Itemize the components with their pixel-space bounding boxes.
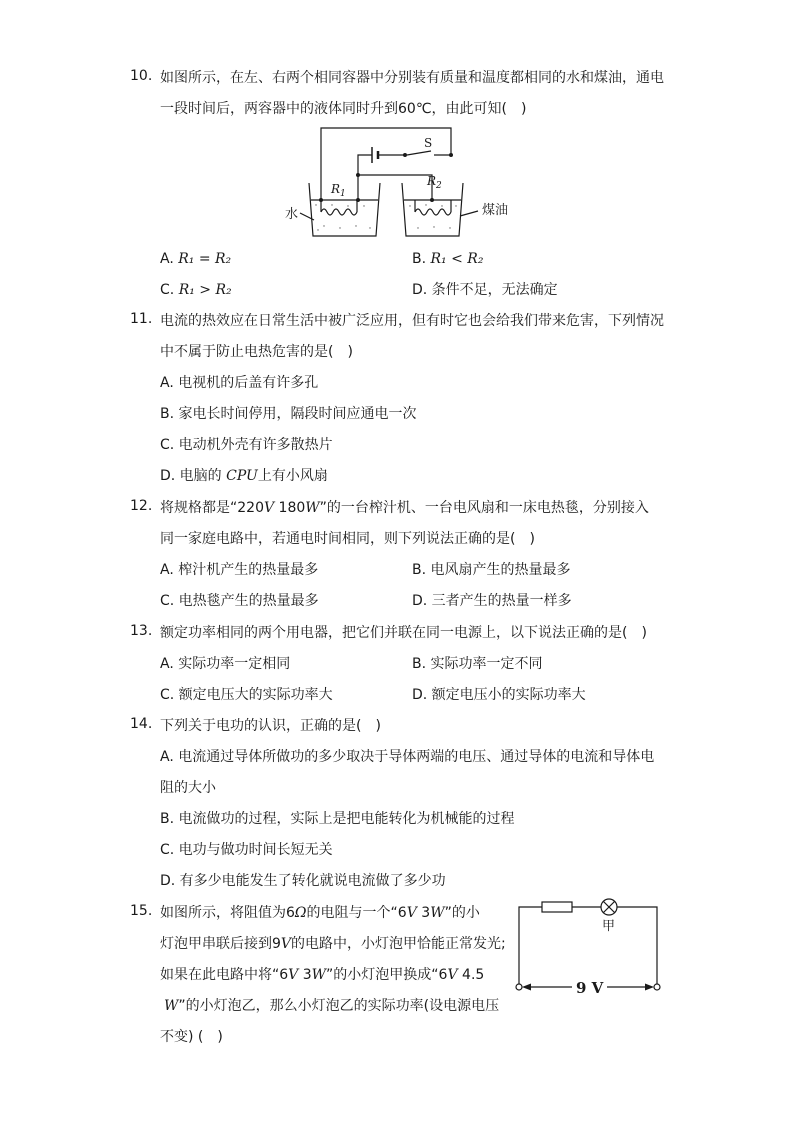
q15-l1-unit-v: V xyxy=(406,905,417,921)
q12-line1-mid: 180 xyxy=(274,500,306,516)
q13-stem-line1: 额定功率相同的两个用电器，把它们并联在同一电源上，以下说法正确的是( ) xyxy=(160,625,647,641)
q15-l2-pre: 灯泡甲串联后接到9 xyxy=(160,936,281,952)
q10-number: 10. xyxy=(130,68,153,84)
q15-unit-ohm: Ω xyxy=(294,905,307,921)
q14-option-a-line2: 阻的大小 xyxy=(160,780,216,796)
q10-option-b-expr: R₁ < R₂ xyxy=(430,251,484,267)
q12-stem-line2: 同一家庭电路中，若通电时间相同，则下列说法正确的是( ) xyxy=(160,531,535,547)
q12-unit-w: W xyxy=(305,500,320,516)
water-label: 水 xyxy=(285,207,299,222)
q13-number: 13. xyxy=(130,623,153,639)
q14-option-b[interactable]: B. 电流做功的过程，实际上是把电能转化为机械能的过程 xyxy=(160,811,515,827)
q14-number: 14. xyxy=(130,716,153,732)
q11-stem-line2: 中不属于防止电热危害的是( ) xyxy=(160,344,353,360)
q10-option-c-prefix: C. xyxy=(160,282,179,298)
q12-option-b[interactable]: B. 电风扇产生的热量最多 xyxy=(412,562,571,578)
q14-option-d[interactable]: D. 有多少电能发生了转化就说电流做了多少功 xyxy=(160,873,446,889)
q12-option-a[interactable]: A. 榨汁机产生的热量最多 xyxy=(160,562,319,578)
kerosene-label: 煤油 xyxy=(482,203,509,218)
q10-option-c-expr: R₁ > R₂ xyxy=(178,282,232,298)
q10-option-b-prefix: B. xyxy=(412,251,431,267)
q15-voltage-label: 9 V xyxy=(576,979,604,997)
q15-l3-post: 4.5 xyxy=(457,967,485,983)
r1-label: R xyxy=(331,182,341,196)
q11-option-a[interactable]: A. 电视机的后盖有许多孔 xyxy=(160,375,319,391)
q15-number: 15. xyxy=(130,903,153,919)
q11-option-d-post: 上有小风扇 xyxy=(257,468,328,484)
q13-option-b[interactable]: B. 实际功率一定不同 xyxy=(412,656,543,672)
q15-l1-post: ”的小 xyxy=(444,905,480,921)
q15-l1-pre: 如图所示，将阻值为6 xyxy=(160,905,295,921)
q11-stem-line1: 电流的热效应在日常生活中被广泛应用，但有时它也会给我们带来危害，下列情况 xyxy=(160,313,664,329)
q15-l3-unit-v: V xyxy=(288,967,299,983)
q11-option-d-cpu: CPU xyxy=(226,468,258,484)
q10-option-a-prefix: A. xyxy=(160,251,179,267)
q10-option-a-expr: R₁ = R₂ xyxy=(178,251,232,267)
r2-label: R xyxy=(427,174,437,188)
q15-stem-line5: 不变) ( ) xyxy=(160,1029,223,1045)
q15-lamp-label: 甲 xyxy=(602,919,616,934)
q15-l4-unit-w: W xyxy=(164,998,179,1014)
q15-l1-unit-w: W xyxy=(430,905,445,921)
q10-stem-line2: 一段时间后，两容器中的液体同时升到60℃，由此可知( ) xyxy=(160,101,527,117)
q13-option-a[interactable]: A. 实际功率一定相同 xyxy=(160,656,291,672)
q15-l1-3: 3 xyxy=(416,905,431,921)
q15-l1-mid: 的电阻与一个“6 xyxy=(306,905,407,921)
resistor-symbol xyxy=(542,902,572,912)
q14-option-c[interactable]: C. 电功与做功时间长短无关 xyxy=(160,842,333,858)
q10-stem-line1: 如图所示，在左、右两个相同容器中分别装有质量和温度都相同的水和煤油，通电 xyxy=(160,70,664,86)
q15-l3-mid: ”的小灯泡甲换成“6 xyxy=(326,967,448,983)
q12-unit-v: V xyxy=(263,500,275,516)
q11-option-c[interactable]: C. 电动机外壳有许多散热片 xyxy=(160,437,333,453)
q15-l3-unit-w: W xyxy=(311,967,327,983)
q12-line1-pre: 将规格都是“220 xyxy=(160,500,264,516)
q12-option-d[interactable]: D. 三者产生的热量一样多 xyxy=(412,593,572,609)
q14-option-a-line1[interactable]: A. 电流通过导体所做功的多少取决于导体两端的电压、通过导体的电流和导体电 xyxy=(160,749,655,765)
q10-option-d[interactable]: D. 条件不足，无法确定 xyxy=(412,282,558,298)
r2-subscript: 2 xyxy=(436,181,442,191)
q15-l4-post: ”的小灯泡乙，那么小灯泡乙的实际功率(设电源电压 xyxy=(178,998,500,1014)
q12-number: 12. xyxy=(130,498,153,514)
q11-option-b[interactable]: B. 家电长时间停用，隔段时间应通电一次 xyxy=(160,406,417,422)
r1-subscript: 1 xyxy=(340,189,346,199)
q15-l3-pre: 如果在此电路中将“6 xyxy=(160,967,289,983)
q15-l2-post: 的电路中，小灯泡甲恰能正常发光; xyxy=(291,936,506,952)
q12-option-c[interactable]: C. 电热毯产生的热量最多 xyxy=(160,593,319,609)
q13-option-d[interactable]: D. 额定电压小的实际功率大 xyxy=(412,687,586,703)
q15-l2-unit-v: V xyxy=(280,936,292,952)
q13-option-c[interactable]: C. 额定电压大的实际功率大 xyxy=(160,687,333,703)
q15-l3-unit-v2: V xyxy=(447,967,458,983)
q11-option-d-pre: D. 电脑的 xyxy=(160,468,222,484)
q12-line1-post: ”的一台榨汁机、一台电风扇和一床电热毯，分别接入 xyxy=(319,500,649,516)
switch-label: S xyxy=(424,136,433,150)
q11-number: 11. xyxy=(130,311,153,327)
q14-stem-line1: 下列关于电功的认识，正确的是( ) xyxy=(160,718,381,734)
q15-l3-3: 3 xyxy=(298,967,312,983)
